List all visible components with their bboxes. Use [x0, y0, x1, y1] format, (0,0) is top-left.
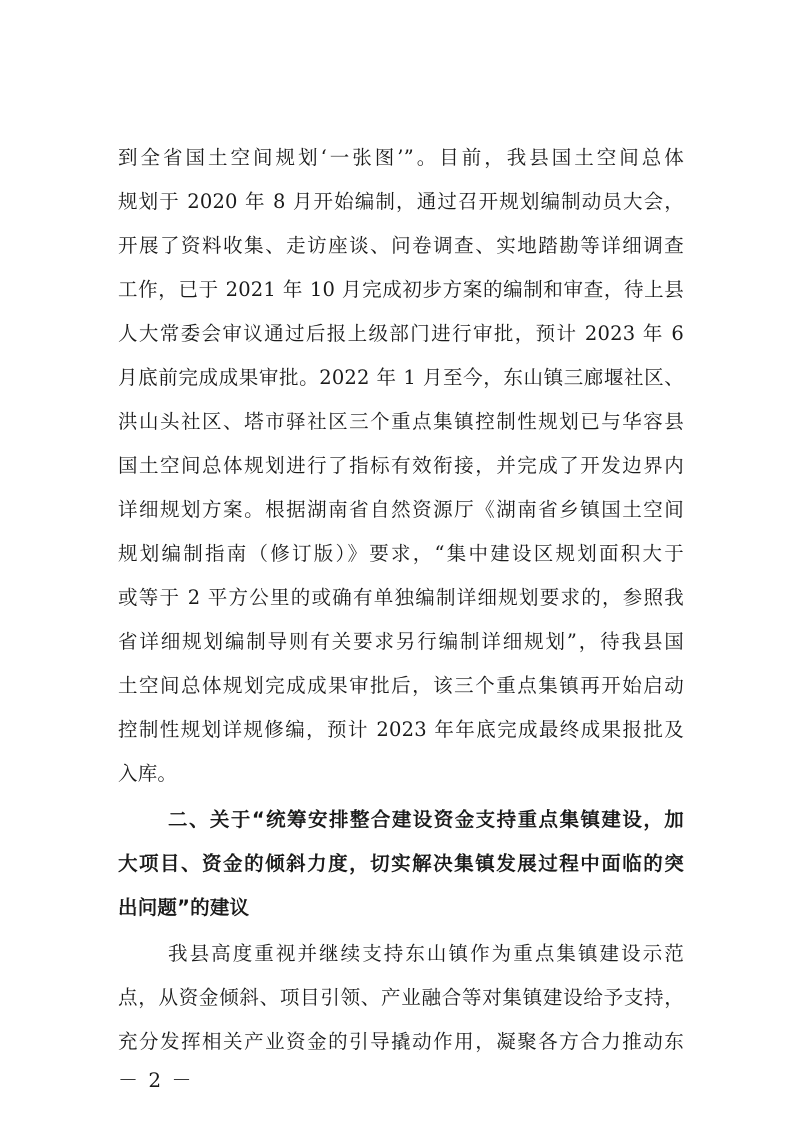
body-line: 土空间总体规划完成成果审批后，该三个重点集镇再开始启动	[118, 674, 684, 697]
page-number: － 2 －	[118, 1068, 194, 1092]
body-line: 月底前完成成果审批。2022 年 1 月至今，东山镇三廊堰社区、	[118, 366, 684, 389]
body-line: 国土空间总体规划进行了指标有效衔接，并完成了开发边界内	[118, 454, 684, 477]
section-heading-line: 大项目、资金的倾斜力度，切实解决集镇发展过程中面临的突	[118, 852, 684, 875]
section-body-line: 点，从资金倾斜、项目引领、产业融合等对集镇建设给予支持，	[118, 986, 684, 1009]
body-line: 工作，已于 2021 年 10 月完成初步方案的编制和审查，待上县	[118, 278, 684, 301]
body-line: 到全省国土空间规划‘一张图’”。目前，我县国土空间总体	[118, 146, 684, 169]
body-line: 规划于 2020 年 8 月开始编制，通过召开规划编制动员大会，	[118, 190, 684, 213]
body-line: 省详细规划编制导则有关要求另行编制详细规划”，待我县国	[118, 630, 684, 653]
body-line: 或等于 2 平方公里的或确有单独编制详细规划要求的，参照我	[118, 586, 684, 609]
body-line: 入库。	[118, 762, 178, 785]
body-line: 详细规划方案。根据湖南省自然资源厅《湖南省乡镇国土空间	[118, 498, 684, 521]
section-heading-line: 出问题”的建议	[118, 896, 250, 919]
body-line: 控制性规划详规修编，预计 2023 年年底完成最终成果报批及	[118, 718, 684, 741]
body-line: 开展了资料收集、走访座谈、问卷调查、实地踏勘等详细调查	[118, 234, 684, 257]
section-heading-line: 二、关于“统筹安排整合建设资金支持重点集镇建设，加	[168, 808, 684, 831]
body-line: 人大常委会审议通过后报上级部门进行审批，预计 2023 年 6	[118, 322, 684, 345]
body-line: 洪山头社区、塔市驿社区三个重点集镇控制性规划已与华容县	[118, 410, 684, 433]
body-line: 规划编制指南（修订版）》要求，“集中建设区规划面积大于	[118, 542, 684, 565]
section-body-line: 充分发挥相关产业资金的引导撬动作用，凝聚各方合力推动东	[118, 1030, 684, 1053]
section-body-line: 我县高度重视并继续支持东山镇作为重点集镇建设示范	[168, 942, 684, 965]
